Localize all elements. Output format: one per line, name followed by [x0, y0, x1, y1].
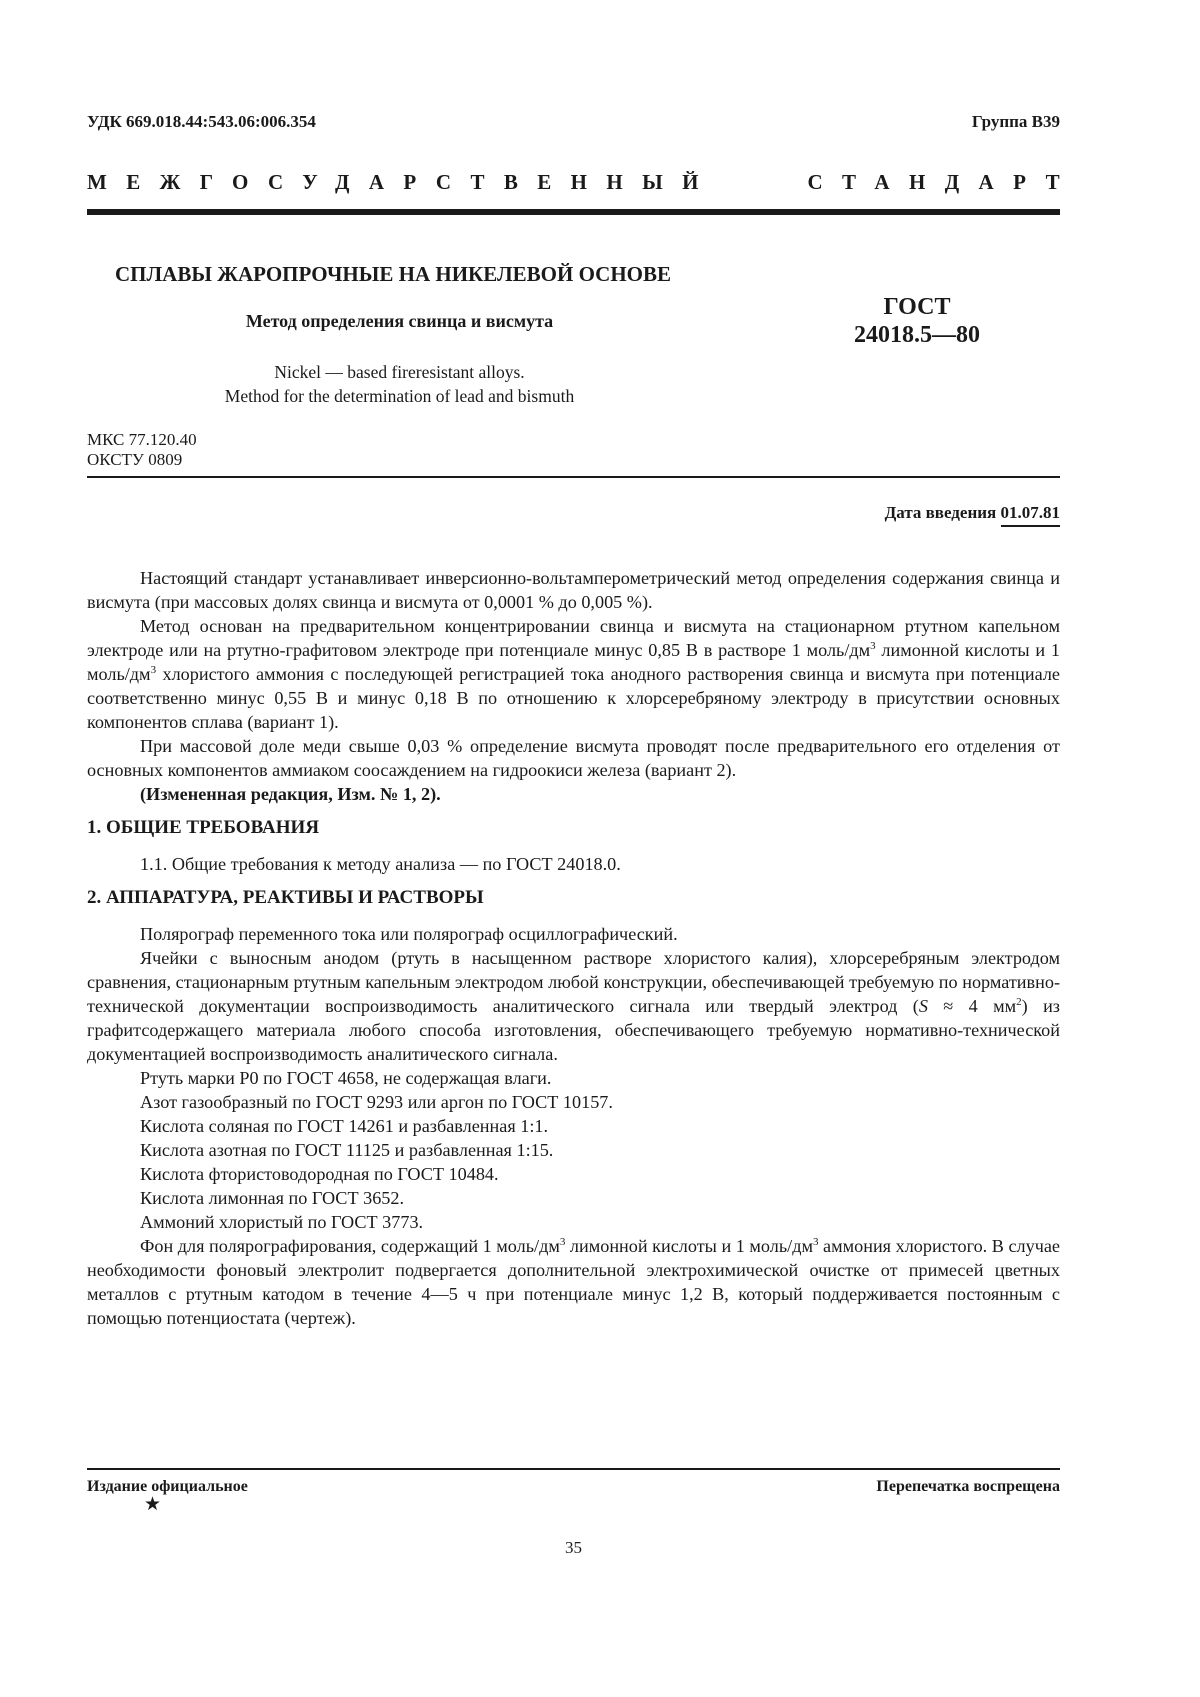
english-title-line1: Nickel — based fireresistant alloys. — [274, 362, 525, 382]
reagent-item: Кислота лимонная по ГОСТ 3652. — [140, 1188, 405, 1208]
section-2-heading: 2. АППАРАТУРА, РЕАКТИВЫ И РАСТВОРЫ — [87, 887, 484, 908]
date-label: Дата введения — [884, 503, 997, 522]
section-2-paragraph-1: Полярограф переменного тока или полярограф осциллографический. — [140, 924, 678, 944]
mks-code: МКС 77.120.40 — [87, 430, 197, 449]
codes-divider — [87, 476, 1060, 478]
section-1-paragraph: 1.1. Общие требования к методу анализа — по ГОСТ 24018.0. — [140, 854, 621, 874]
reagent-item: Азот газообразный по ГОСТ 9293 или аргон по ГОСТ 10157. — [140, 1092, 613, 1112]
footer-divider — [87, 1468, 1060, 1470]
introduction-date — [885, 503, 1060, 523]
document-subtitle: Метод определения свинца и висмута — [245, 311, 554, 331]
header-row — [87, 112, 1060, 132]
gost-label: ГОСТ — [883, 294, 951, 320]
header-divider — [87, 209, 1060, 215]
document-title: СПЛАВЫ ЖАРОПРОЧНЫЕ НА НИКЕЛЕВОЙ ОСНОВЕ — [115, 262, 672, 286]
section-1-heading: 1. ОБЩИЕ ТРЕБОВАНИЯ — [87, 817, 320, 838]
english-title-line2: Method for the determination of lead and bismuth — [224, 386, 575, 406]
okstu-code: ОКСТУ 0809 — [87, 450, 183, 469]
intro-paragraph-1: Настоящий стандарт устанавливает инверсионно-вольтамперометрический метод определения содержания свинца и висмута (при массовых долях свинца и висмута от 0,0001 % до 0,005 %). — [87, 568, 1060, 612]
reagent-item: Кислота соляная по ГОСТ 14261 и разбавленная 1:1. — [140, 1116, 549, 1136]
date-value: 01.07.81 — [1001, 503, 1061, 527]
english-title — [87, 360, 712, 408]
document-page — [87, 0, 1079, 1697]
section-2-paragraph-2: Ячейки с выносным анодом (ртуть в насыщенном растворе хлористого калия), хлорсеребряным электродом сравнения, стационарным ртутным капельным электродом любой конструкции, обеспечивающей требуемую по нормативно-технической документации воспроизводимость аналитического сигнала или твердый электрод (S ≈ 4 $мм^2$) из графитсодержащего материала любого способа изготовления, обеспечивающего требуемую нормативно-технической документацией воспроизводимость аналитического сигнала. — [87, 948, 1060, 1064]
reagent-item: Кислота азотная по ГОСТ 11125 и разбавленная 1:15. — [140, 1140, 554, 1160]
classification-codes — [87, 430, 197, 470]
page-number: 35 — [565, 1538, 582, 1557]
official-edition-label: Издание официальное — [87, 1478, 248, 1495]
gost-designation — [822, 293, 1012, 349]
standard-type-left: МЕЖГОСУДАРСТВЕННЫЙ — [87, 170, 718, 194]
reagent-item: Кислота фтористоводородная по ГОСТ 10484. — [140, 1164, 499, 1184]
intro-paragraph-3: При массовой доле меди свыше 0,03 % определение висмута проводят после предварительного его отделения от основных компонентов аммиаком соосаждением на гидроокиси железа (вариант 2). — [87, 736, 1060, 780]
gost-number: 24018.5—80 — [854, 322, 980, 348]
reagent-item: Аммоний хлористый по ГОСТ 3773. — [140, 1212, 424, 1232]
reagent-item: Ртуть марки Р0 по ГОСТ 4658, не содержащая влаги. — [140, 1068, 552, 1088]
section-2-paragraph-last: Фон для полярографирования, содержащий 1 моль/$дм^3$ лимонной кислоты и 1 моль/$дм^3$ аммония хлористого. В случае необходимости фоновый электролит подвергается дополнительной электрохимической очистке от примесей цветных металлов с ртутным катодом в течение 4—5 ч при потенциале минус 1,2 В, который поддерживается постоянным с помощью потенциостата (чертеж). — [87, 1236, 1060, 1328]
reprint-prohibited-label: Перепечатка воспрещена — [876, 1478, 1060, 1495]
amendment-note: (Измененная редакция, Изм. № 1, 2). — [140, 784, 441, 804]
standard-type-right: СТАНДАРТ — [807, 170, 1079, 194]
document-body — [87, 566, 1060, 1330]
star-icon: ★ — [144, 1494, 162, 1515]
udk-code: УДК 669.018.44:543.06:006.354 — [87, 112, 316, 131]
intro-paragraph-2: Метод основан на предварительном концентрировании свинца и висмута на стационарном ртутном капельном электроде или на ртутно-графитовом электроде при потенциале минус 0,85 В в растворе 1 моль/$дм^3$ лимонной кислоты и 1 моль/$дм^3$ хлористого аммония с последующей регистрацией тока анодного растворения свинца и висмута при потенциале соответственно минус 0,55 В и минус 0,18 В по отношению к хлорсеребряному электроду в присутствии основных компонентов сплава (вариант 1). — [87, 616, 1060, 732]
group-code: Группа В39 — [971, 112, 1060, 131]
